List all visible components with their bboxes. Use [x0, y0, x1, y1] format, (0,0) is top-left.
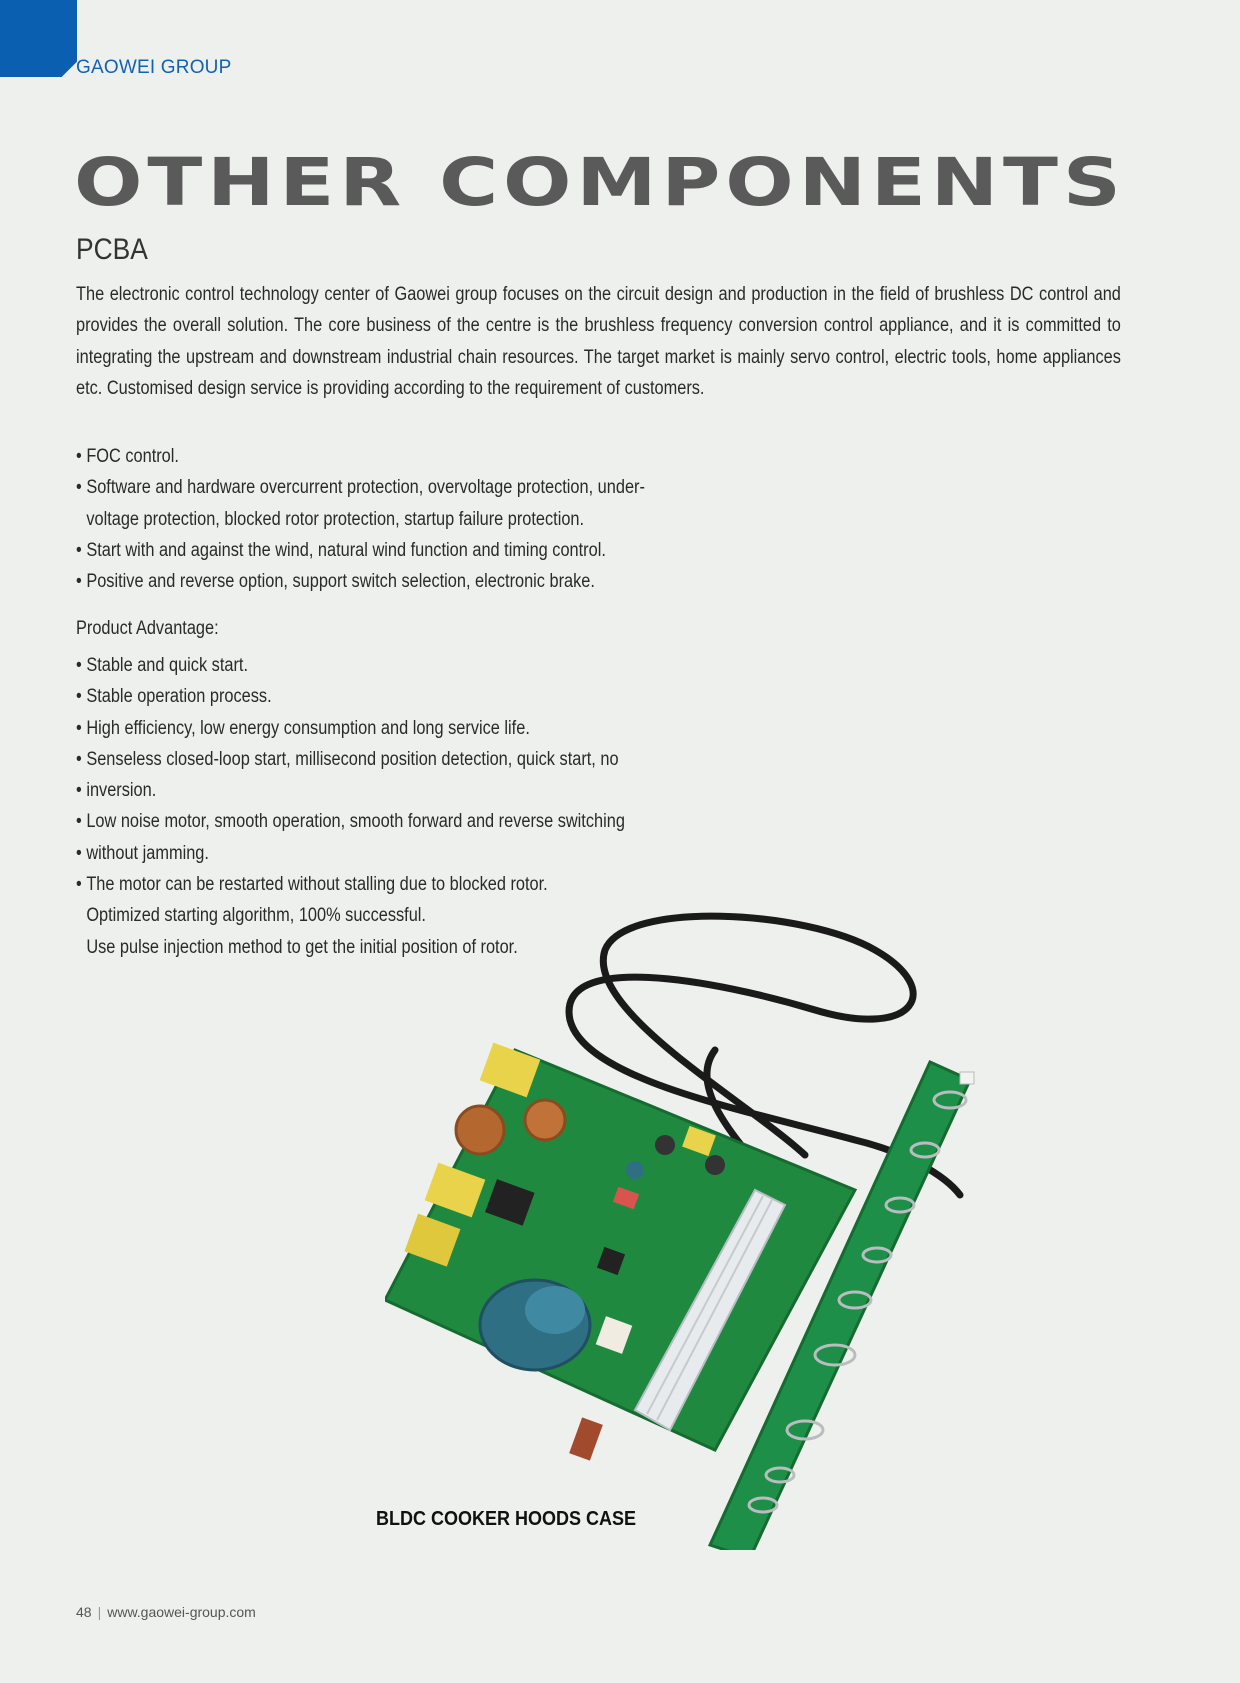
footer-website-link[interactable]: www.gaowei-group.com — [107, 1604, 256, 1620]
advantage-item: • Stable operation process. — [76, 681, 678, 712]
inductor-coil — [525, 1100, 565, 1140]
intro-paragraph: The electronic control technology center of Gaowei group focuses on the circuit design and production in the field of brushless DC control and provides the overall solution. The core business of the centre is the brushless frequency conversion control appliance, and it is committed to integrating the upstream and downstream industrial chain resources. The target market is mainly servo control, electric tools, home appliances etc. Customised design service is providing according to the requirement of customers. — [76, 284, 1121, 399]
advantage-note: Optimized starting algorithm, 100% successful. — [86, 905, 426, 927]
brand-name: GAOWEI GROUP — [76, 57, 232, 78]
advantage-note: Use pulse injection method to get the initial position of rotor. — [86, 936, 518, 958]
page-number: 48 — [76, 1604, 92, 1620]
footer-separator: | — [97, 1604, 102, 1620]
feature-item: • Positive and reverse option, support switch selection, electronic brake. — [76, 566, 678, 597]
feature-item: • Software and hardware overcurrent protection, overvoltage protection, under-voltage protection, blocked rotor protection, startup failure protection. — [76, 472, 678, 535]
advantage-item: • Low noise motor, smooth operation, smooth forward and reverse switching — [76, 806, 678, 837]
advantage-item: • without jamming. — [76, 838, 678, 869]
pcba-product-photo — [385, 890, 1065, 1550]
feature-list — [76, 441, 678, 597]
image-caption: BLDC COOKER HOODS CASE — [376, 1508, 637, 1530]
feature-item: • FOC control. — [76, 441, 678, 472]
feature-item: • Start with and against the wind, natural wind function and timing control. — [76, 535, 678, 566]
advantage-item: • Senseless closed-loop start, millisecond position detection, quick start, no — [76, 744, 678, 775]
advantage-item: • Stable and quick start. — [76, 650, 678, 681]
advantage-item: • The motor can be restarted without stalling due to blocked rotor. — [76, 869, 678, 900]
advantage-heading: Product Advantage: — [76, 618, 219, 639]
section-subtitle: PCBA — [76, 233, 148, 266]
inductor-coil — [456, 1106, 504, 1154]
corner-accent-block — [0, 0, 77, 77]
wire-connector — [960, 1072, 974, 1084]
advantage-item: • High efficiency, low energy consumption and long service life. — [76, 713, 678, 744]
advantage-item: • inversion. — [76, 775, 678, 806]
page-footer — [76, 1604, 256, 1620]
page-title: OTHER COMPONENTS — [74, 144, 1126, 221]
